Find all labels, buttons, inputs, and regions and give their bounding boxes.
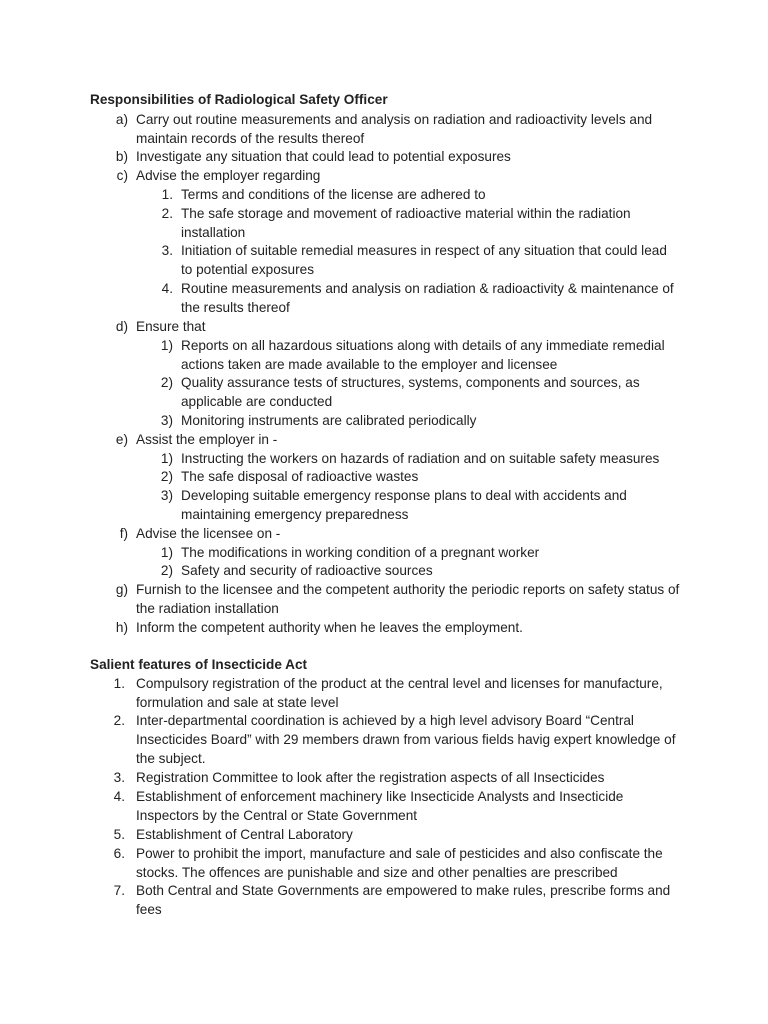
list-item-text: Registration Committee to look after the registration aspects of all Insecticides xyxy=(136,770,605,785)
list-item-text: Both Central and State Governments are empowered to make rules, prescribe forms and fees xyxy=(136,883,671,917)
list-marker: 2) xyxy=(160,563,173,578)
sublist-item xyxy=(135,242,680,280)
list-item-text: Power to prohibit the import, manufacture and sale of pesticides and also confiscate the stocks. The offences are punishable and size and other penalties are prescribed xyxy=(136,846,663,880)
list-item-b xyxy=(90,148,680,167)
list-item-text: Developing suitable emergency response plans to deal with accidents and maintaining emergency preparedness xyxy=(181,488,627,522)
list-marker: 1) xyxy=(160,338,173,353)
numbered-item xyxy=(90,845,680,883)
list-marker: 6. xyxy=(113,846,125,861)
sublist-item xyxy=(135,280,680,318)
sublist-item xyxy=(135,412,680,431)
list-item-text: The safe storage and movement of radioactive material within the radiation installation xyxy=(181,206,631,240)
list-marker: b) xyxy=(115,149,128,164)
list-marker: 3) xyxy=(160,488,173,503)
sublist-item xyxy=(135,337,680,375)
list-item-text: Establishment of Central Laboratory xyxy=(136,827,353,842)
sublist-item xyxy=(135,487,680,525)
list-marker: 1. xyxy=(161,187,173,202)
numbered-item xyxy=(90,788,680,826)
section-title-rso: Responsibilities of Radiological Safety Officer xyxy=(90,92,388,107)
list-item-text: Assist the employer in - xyxy=(136,432,278,447)
list-item-text: Ensure that xyxy=(136,319,206,334)
list-marker: 4. xyxy=(113,789,125,804)
list-item-text: Advise the licensee on - xyxy=(136,526,281,541)
list-item-d xyxy=(90,318,680,337)
list-marker: 2) xyxy=(160,469,173,484)
list-marker: 7. xyxy=(113,883,125,898)
list-marker: g) xyxy=(115,582,128,597)
sublist-item xyxy=(135,450,680,469)
list-item-text: Inter-departmental coordination is achieved by a high level advisory Board “Central Insecticides Board” with 29 members drawn from various fields havig expert knowledge of the subject. xyxy=(136,713,676,766)
list-marker: h) xyxy=(115,620,128,635)
sublist-item xyxy=(135,562,680,581)
sublist-item xyxy=(135,186,680,205)
list-item-text: Investigate any situation that could lead to potential exposures xyxy=(136,149,511,164)
list-item-a xyxy=(90,111,680,149)
list-marker: 5. xyxy=(113,827,125,842)
sublist-item xyxy=(135,468,680,487)
list-marker: a) xyxy=(115,112,128,127)
list-item-text: Safety and security of radioactive sources xyxy=(181,563,433,578)
numbered-item xyxy=(90,712,680,768)
numbered-item xyxy=(90,882,680,920)
list-marker: c) xyxy=(116,168,128,183)
list-marker: 2. xyxy=(113,713,125,728)
list-item-text: Terms and conditions of the license are adhered to xyxy=(181,187,486,202)
section-title-insecticide: Salient features of Insecticide Act xyxy=(90,657,308,672)
list-item-text: Establishment of enforcement machinery like Insecticide Analysts and Insecticide Inspectors by the Central or State Government xyxy=(136,789,624,823)
list-item-text: Inform the competent authority when he leaves the employment. xyxy=(136,620,523,635)
list-item-text: Initiation of suitable remedial measures in respect of any situation that could lead to potential exposures xyxy=(181,243,667,277)
list-item-text: Reports on all hazardous situations along with details of any immediate remedial actions taken are made available to the employer and licensee xyxy=(181,338,665,372)
list-item-c xyxy=(90,167,680,186)
list-item-f xyxy=(90,525,680,544)
numbered-item xyxy=(90,826,680,845)
numbered-item xyxy=(90,769,680,788)
list-item-text: The safe disposal of radioactive wastes xyxy=(181,469,419,484)
list-marker: 1) xyxy=(160,545,173,560)
list-marker: e) xyxy=(115,432,128,447)
list-marker: 2) xyxy=(160,375,173,390)
sublist-item xyxy=(135,374,680,412)
list-item-text: Instructing the workers on hazards of radiation and on suitable safety measures xyxy=(181,451,660,466)
list-marker: d) xyxy=(115,319,128,334)
list-marker: 4. xyxy=(161,281,173,296)
list-item-g xyxy=(90,581,680,619)
list-marker: 3. xyxy=(113,770,125,785)
list-marker: 3) xyxy=(160,413,173,428)
list-item-text: The modifications in working condition of a pregnant worker xyxy=(181,545,540,560)
sublist-item xyxy=(135,205,680,243)
list-marker: 3. xyxy=(161,243,173,258)
list-item-text: Advise the employer regarding xyxy=(136,168,321,183)
list-item-h xyxy=(90,619,680,638)
list-marker: 1. xyxy=(113,676,125,691)
list-marker: 2. xyxy=(161,206,173,221)
list-item-e xyxy=(90,431,680,450)
list-item-text: Carry out routine measurements and analysis on radiation and radioactivity levels and maintain records of the results thereof xyxy=(136,112,653,146)
list-item-text: Monitoring instruments are calibrated periodically xyxy=(181,413,477,428)
list-item-text: Routine measurements and analysis on radiation & radioactivity & maintenance of the results thereof xyxy=(181,281,674,315)
list-item-text: Quality assurance tests of structures, systems, components and sources, as applicable are conducted xyxy=(181,375,640,409)
numbered-item xyxy=(90,675,680,713)
list-marker: 1) xyxy=(160,451,173,466)
sublist-item xyxy=(135,544,680,563)
list-item-text: Furnish to the licensee and the competent authority the periodic reports on safety status of the radiation installation xyxy=(136,582,680,616)
list-marker: f) xyxy=(119,526,128,541)
list-item-text: Compulsory registration of the product at the central level and licenses for manufacture, formulation and sale at state level xyxy=(136,676,663,710)
